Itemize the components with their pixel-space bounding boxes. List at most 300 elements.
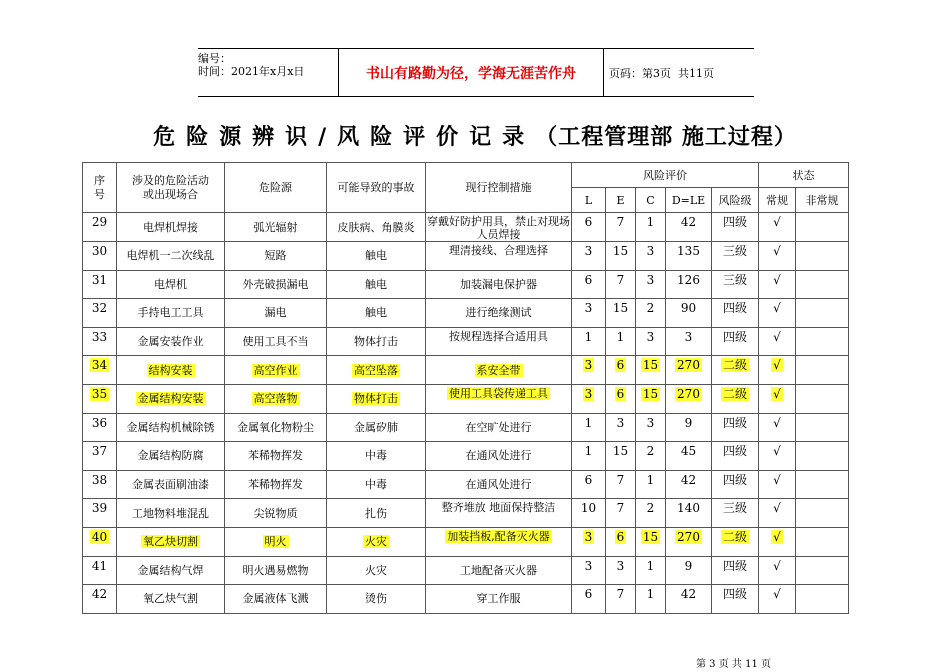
row-number — [83, 527, 117, 556]
activity-cell-text: 手持电工工具 — [137, 306, 204, 320]
C-value-text: 15 — [642, 358, 659, 373]
hazard-cell-text: 金属液体飞溅 — [242, 592, 309, 606]
nonroutine-mark — [796, 527, 849, 556]
row-number-text: 37 — [91, 444, 108, 459]
accident-cell-text: 高空坠落 — [354, 363, 398, 377]
D-value-text: 90 — [680, 301, 697, 316]
C-value-text: 2 — [646, 501, 655, 516]
E-value-text: 15 — [612, 444, 629, 459]
L-value-text: 3 — [584, 558, 593, 573]
hazard-cell — [225, 270, 327, 299]
title-main: 危险源辨识/风险评价记录 — [153, 124, 536, 150]
E-value-text: 7 — [616, 215, 625, 229]
C-value-text: 1 — [646, 472, 655, 487]
routine-mark-text: √ — [773, 558, 781, 573]
E-value — [606, 327, 636, 356]
L-value — [572, 442, 606, 471]
control-cell — [426, 384, 572, 413]
row-number-text: 29 — [91, 215, 108, 229]
table-row — [83, 527, 849, 556]
activity-cell-text: 工地物料堆混乱 — [132, 506, 209, 520]
accident-cell-text: 中毒 — [365, 449, 387, 463]
hazard-cell — [225, 470, 327, 499]
routine-mark-text: √ — [773, 501, 781, 516]
table-row — [83, 413, 849, 442]
risk-level — [712, 442, 759, 471]
C-value — [636, 413, 666, 442]
header-nonroutine: 非常规 — [796, 188, 849, 213]
risk-level — [712, 242, 759, 271]
D-value — [666, 384, 712, 413]
hazard-cell — [225, 499, 327, 528]
hazard-cell — [225, 356, 327, 385]
routine-mark-text: √ — [773, 215, 781, 229]
hazard-cell — [225, 327, 327, 356]
row-number — [83, 242, 117, 271]
risk-level-text: 四级 — [722, 329, 747, 344]
header-left-block — [198, 49, 338, 96]
row-number-text: 36 — [91, 415, 108, 430]
control-cell-text: 穿工作服 — [476, 592, 521, 606]
C-value-text: 1 — [646, 587, 655, 602]
E-value-text: 6 — [616, 358, 625, 373]
header-risk-eval: 风险评价 — [572, 163, 759, 188]
accident-cell-text: 火灾 — [365, 563, 387, 577]
L-value — [572, 413, 606, 442]
D-value — [666, 413, 712, 442]
table-row — [83, 499, 849, 528]
hazard-cell — [225, 384, 327, 413]
accident-cell — [327, 442, 426, 471]
D-value — [666, 470, 712, 499]
page-header — [198, 48, 754, 97]
accident-cell — [327, 327, 426, 356]
risk-level — [712, 556, 759, 585]
hazard-cell-text: 外壳破损漏电 — [242, 277, 309, 291]
control-cell-text: 在通风处进行 — [465, 449, 532, 463]
accident-cell-text: 金属矽肺 — [354, 420, 398, 434]
E-value — [606, 527, 636, 556]
D-value-text: 270 — [677, 358, 700, 373]
D-value-text: 45 — [680, 444, 697, 459]
nonroutine-mark — [796, 442, 849, 471]
routine-mark — [759, 327, 796, 356]
activity-cell — [117, 299, 225, 328]
risk-level — [712, 470, 759, 499]
activity-cell — [117, 270, 225, 299]
hazard-cell-text: 苯稀物挥发 — [248, 449, 303, 463]
E-value-text: 6 — [616, 386, 625, 401]
hazard-cell — [225, 442, 327, 471]
risk-level — [712, 327, 759, 356]
hazard-cell-text: 金属氧化物粉尘 — [237, 420, 314, 434]
activity-cell — [117, 499, 225, 528]
activity-cell-text: 电焊机一二次线乱 — [126, 249, 215, 263]
C-value-text: 1 — [646, 558, 655, 573]
row-number-text: 41 — [91, 558, 108, 573]
D-value — [666, 499, 712, 528]
E-value — [606, 556, 636, 585]
control-cell-text: 系安全带 — [476, 363, 521, 377]
L-value-text: 3 — [584, 386, 593, 401]
table-row — [83, 585, 849, 614]
header-L: L — [572, 188, 606, 213]
L-value — [572, 470, 606, 499]
activity-cell-text: 金属表面刷油漆 — [132, 478, 209, 492]
D-value — [666, 213, 712, 242]
table-row — [83, 327, 849, 356]
L-value-text: 1 — [584, 415, 593, 430]
table-row — [83, 299, 849, 328]
C-value-text: 15 — [642, 529, 659, 544]
row-number-text: 32 — [91, 301, 108, 316]
C-value-text: 15 — [642, 386, 659, 401]
row-number — [83, 585, 117, 614]
hazard-cell-text: 高空作业 — [253, 363, 298, 377]
header-level: 风险级 — [712, 188, 759, 213]
routine-mark-text: √ — [773, 386, 781, 401]
accident-cell — [327, 270, 426, 299]
header-D: D=LE — [666, 188, 712, 213]
control-cell — [426, 499, 572, 528]
risk-assessment-table — [82, 162, 849, 614]
row-number-text: 31 — [91, 272, 108, 287]
control-cell-text: 在空旷处进行 — [465, 420, 532, 434]
L-value — [572, 270, 606, 299]
L-value — [572, 327, 606, 356]
D-value — [666, 527, 712, 556]
C-value — [636, 470, 666, 499]
risk-level-text: 四级 — [722, 558, 747, 573]
D-value-text: 140 — [677, 501, 700, 516]
row-number-text: 30 — [91, 244, 108, 258]
row-number — [83, 442, 117, 471]
routine-mark — [759, 299, 796, 328]
control-cell-text: 理清接线、合理选择 — [449, 244, 548, 257]
routine-mark-text: √ — [773, 301, 781, 316]
D-value — [666, 585, 712, 614]
routine-mark-text: √ — [773, 244, 781, 258]
risk-level-text: 三级 — [722, 244, 747, 258]
risk-level-text: 四级 — [722, 215, 747, 229]
control-cell — [426, 356, 572, 385]
accident-cell — [327, 356, 426, 385]
activity-cell — [117, 327, 225, 356]
accident-cell — [327, 242, 426, 271]
risk-level-text: 三级 — [722, 501, 747, 516]
L-value — [572, 527, 606, 556]
D-value-text: 42 — [680, 472, 697, 487]
control-cell-text: 进行绝缘测试 — [465, 306, 532, 320]
E-value — [606, 585, 636, 614]
accident-cell-text: 火灾 — [365, 535, 387, 549]
control-cell-text: 在通风处进行 — [465, 478, 532, 492]
L-value — [572, 499, 606, 528]
nonroutine-mark — [796, 327, 849, 356]
date-label: 时间：2021年x月x日 — [198, 65, 305, 78]
nonroutine-mark — [796, 213, 849, 242]
C-value — [636, 499, 666, 528]
activity-cell-text: 电焊机 — [154, 277, 187, 291]
control-cell — [426, 585, 572, 614]
L-value — [572, 585, 606, 614]
activity-cell-text: 金属安装作业 — [137, 335, 204, 349]
L-value-text: 10 — [580, 501, 597, 516]
activity-cell-text: 金属结构机械除锈 — [126, 420, 215, 434]
routine-mark — [759, 242, 796, 271]
header-page-info — [603, 49, 754, 96]
C-value-text: 3 — [646, 244, 655, 258]
nonroutine-mark — [796, 384, 849, 413]
row-number-text: 39 — [91, 501, 108, 516]
routine-mark — [759, 413, 796, 442]
control-cell — [426, 327, 572, 356]
accident-cell — [327, 556, 426, 585]
control-cell-text: 加装漏电保护器 — [460, 277, 537, 291]
header-seq: 序号 — [83, 163, 117, 213]
D-value-text: 135 — [677, 244, 700, 258]
routine-mark-text: √ — [773, 358, 781, 373]
header-control: 现行控制措施 — [426, 163, 572, 213]
accident-cell — [327, 470, 426, 499]
header-motto: 书山有路勤为径，学海无涯苦作舟 — [338, 49, 604, 96]
activity-cell — [117, 527, 225, 556]
D-value-text: 3 — [684, 329, 693, 344]
C-value-text: 3 — [646, 415, 655, 430]
activity-cell-text: 金属结构安装 — [137, 392, 204, 406]
accident-cell — [327, 213, 426, 242]
L-value-text: 1 — [584, 444, 593, 459]
D-value — [666, 556, 712, 585]
activity-cell — [117, 384, 225, 413]
activity-cell-text: 氧乙炔切割 — [143, 535, 198, 549]
hazard-cell-text: 漏电 — [264, 306, 287, 320]
E-value — [606, 470, 636, 499]
document-title — [0, 120, 950, 151]
routine-mark — [759, 270, 796, 299]
row-number-text: 42 — [91, 587, 108, 602]
accident-cell — [327, 585, 426, 614]
hazard-cell-text: 高空落物 — [253, 392, 298, 406]
E-value-text: 7 — [616, 472, 625, 487]
E-value — [606, 384, 636, 413]
activity-cell — [117, 442, 225, 471]
row-number-text: 34 — [91, 358, 108, 373]
control-cell-text: 加装挡板,配备灭火器 — [447, 529, 550, 543]
risk-level — [712, 299, 759, 328]
risk-level-text: 四级 — [722, 415, 747, 430]
hazard-cell-text: 使用工具不当 — [242, 335, 309, 349]
activity-cell — [117, 470, 225, 499]
activity-cell-text: 氧乙炔气割 — [143, 592, 198, 606]
table-row — [83, 470, 849, 499]
E-value — [606, 213, 636, 242]
accident-cell — [327, 499, 426, 528]
activity-cell-text: 结构安装 — [148, 363, 193, 377]
nonroutine-mark — [796, 470, 849, 499]
activity-cell — [117, 242, 225, 271]
row-number — [83, 413, 117, 442]
E-value — [606, 270, 636, 299]
row-number — [83, 556, 117, 585]
header-hazard: 危险源 — [225, 163, 327, 213]
routine-mark-text: √ — [773, 444, 781, 459]
table-row — [83, 442, 849, 471]
control-cell-text: 穿戴好防护用具，禁止对现场人员焊接 — [427, 215, 570, 241]
control-cell — [426, 556, 572, 585]
L-value-text: 6 — [584, 472, 593, 487]
risk-level — [712, 585, 759, 614]
C-value — [636, 527, 666, 556]
control-cell — [426, 470, 572, 499]
C-value-text: 2 — [646, 444, 655, 459]
nonroutine-mark — [796, 356, 849, 385]
row-number-text: 33 — [91, 329, 108, 344]
activity-cell-text: 金属结构防腐 — [137, 449, 204, 463]
control-cell — [426, 242, 572, 271]
L-value-text: 1 — [584, 329, 593, 344]
table-row — [83, 356, 849, 385]
activity-cell — [117, 585, 225, 614]
risk-level-text: 二级 — [722, 386, 747, 401]
D-value-text: 9 — [684, 415, 693, 430]
row-number — [83, 470, 117, 499]
table-row — [83, 213, 849, 242]
activity-cell-text: 电焊机焊接 — [143, 220, 198, 234]
doc-number-label: 编号： — [198, 52, 231, 65]
header-C: C — [636, 188, 666, 213]
accident-cell-text: 触电 — [365, 277, 387, 291]
E-value-text: 15 — [612, 244, 629, 258]
risk-level-text: 四级 — [722, 472, 747, 487]
L-value-text: 3 — [584, 358, 593, 373]
risk-level — [712, 384, 759, 413]
L-value — [572, 556, 606, 585]
C-value — [636, 384, 666, 413]
hazard-cell-text: 明火遇易燃物 — [242, 563, 309, 577]
risk-level-text: 二级 — [722, 529, 747, 544]
accident-cell-text: 物体打击 — [354, 335, 398, 349]
L-value — [572, 299, 606, 328]
risk-level-text: 四级 — [722, 301, 747, 316]
table-row — [83, 270, 849, 299]
nonroutine-mark — [796, 270, 849, 299]
hazard-cell-text: 弧光辐射 — [253, 220, 298, 234]
C-value-text: 1 — [646, 215, 655, 229]
E-value-text: 6 — [616, 529, 625, 544]
routine-mark — [759, 213, 796, 242]
E-value-text: 7 — [616, 272, 625, 287]
C-value — [636, 356, 666, 385]
header-status: 状态 — [759, 163, 849, 188]
E-value — [606, 242, 636, 271]
C-value — [636, 442, 666, 471]
D-value-text: 42 — [680, 587, 697, 602]
control-cell — [426, 299, 572, 328]
L-value — [572, 242, 606, 271]
E-value — [606, 499, 636, 528]
C-value — [636, 242, 666, 271]
title-suffix: （工程管理部 施工过程） — [535, 124, 797, 150]
accident-cell — [327, 384, 426, 413]
E-value-text: 7 — [616, 501, 625, 516]
D-value — [666, 442, 712, 471]
control-cell — [426, 213, 572, 242]
L-value — [572, 213, 606, 242]
control-cell — [426, 442, 572, 471]
routine-mark — [759, 384, 796, 413]
nonroutine-mark — [796, 556, 849, 585]
D-value-text: 270 — [677, 529, 700, 544]
D-value — [666, 356, 712, 385]
E-value-text: 15 — [612, 301, 629, 316]
C-value — [636, 556, 666, 585]
risk-level-text: 三级 — [722, 272, 747, 287]
risk-level — [712, 527, 759, 556]
E-value-text: 3 — [616, 558, 625, 573]
D-value-text: 126 — [677, 272, 700, 287]
activity-cell-text: 金属结构气焊 — [137, 563, 204, 577]
row-number-text: 40 — [91, 529, 108, 544]
D-value-text: 42 — [680, 215, 697, 229]
hazard-cell-text: 明火 — [264, 535, 287, 549]
risk-level — [712, 213, 759, 242]
accident-cell-text: 触电 — [365, 306, 387, 320]
row-number — [83, 213, 117, 242]
routine-mark — [759, 585, 796, 614]
accident-cell — [327, 413, 426, 442]
hazard-cell — [225, 413, 327, 442]
D-value — [666, 327, 712, 356]
page-footer: 第 3 页 共 11 页 — [696, 659, 771, 670]
header-routine: 常规 — [759, 188, 796, 213]
control-cell — [426, 413, 572, 442]
hazard-cell — [225, 213, 327, 242]
risk-level — [712, 499, 759, 528]
routine-mark — [759, 356, 796, 385]
L-value-text: 6 — [584, 587, 593, 602]
table-row — [83, 384, 849, 413]
hazard-cell-text: 短路 — [264, 249, 287, 263]
activity-cell — [117, 213, 225, 242]
accident-cell-text: 中毒 — [365, 478, 387, 492]
risk-level — [712, 270, 759, 299]
header-accident: 可能导致的事故 — [327, 163, 426, 213]
nonroutine-mark — [796, 413, 849, 442]
risk-level — [712, 413, 759, 442]
table-body — [83, 213, 849, 614]
hazard-cell-text: 尖锐物质 — [253, 506, 298, 520]
accident-cell-text: 烫伤 — [365, 592, 387, 606]
control-cell-text: 使用工具袋传递工具 — [449, 386, 548, 400]
risk-level — [712, 356, 759, 385]
C-value — [636, 213, 666, 242]
C-value-text: 3 — [646, 272, 655, 287]
E-value — [606, 442, 636, 471]
activity-cell — [117, 356, 225, 385]
table-row — [83, 556, 849, 585]
E-value — [606, 356, 636, 385]
accident-cell-text: 触电 — [365, 249, 387, 263]
accident-cell — [327, 527, 426, 556]
routine-mark-text: √ — [773, 529, 781, 544]
routine-mark-text: √ — [773, 472, 781, 487]
row-number — [83, 356, 117, 385]
risk-level-text: 四级 — [722, 587, 747, 602]
control-cell — [426, 527, 572, 556]
row-number — [83, 384, 117, 413]
routine-mark — [759, 556, 796, 585]
